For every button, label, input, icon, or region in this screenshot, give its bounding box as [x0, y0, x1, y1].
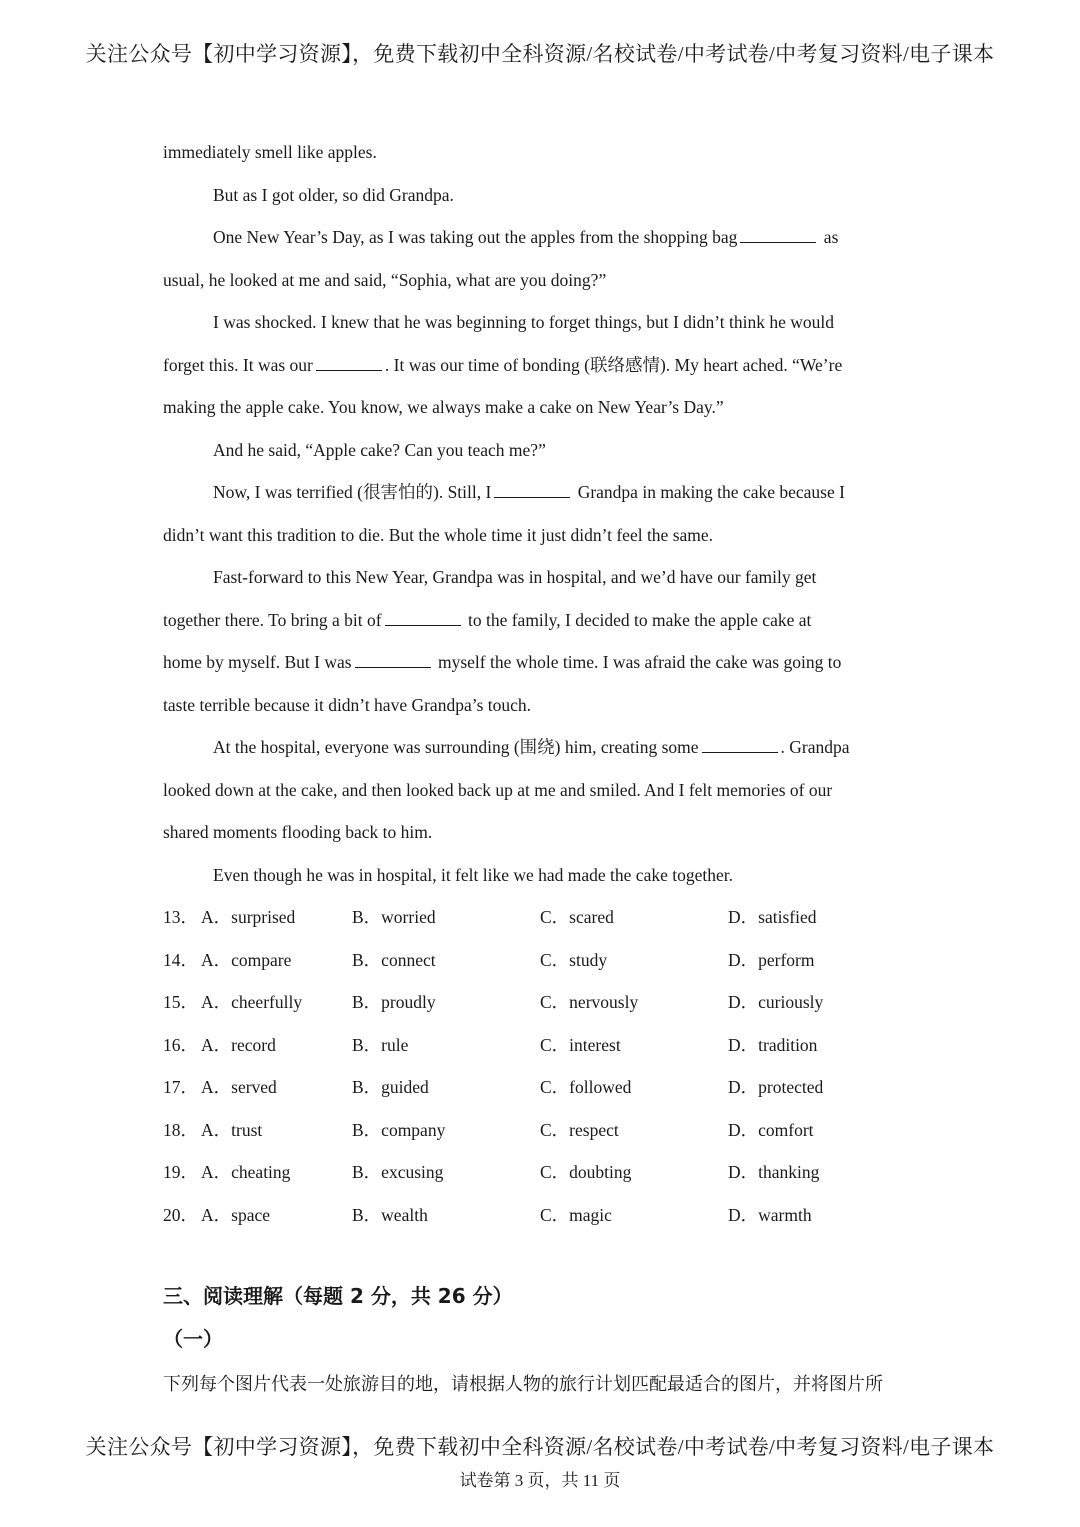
- option-c: C．interest: [540, 1034, 621, 1055]
- option-a: A．compare: [201, 949, 292, 970]
- option-a: A．served: [201, 1077, 277, 1097]
- option-d: D．comfort: [728, 1119, 814, 1140]
- passage-line: home by myself. But I was myself the whole time. I was afraid the cake was going to: [163, 652, 842, 672]
- question-number: 14．: [163, 949, 198, 970]
- option-b: B．guided: [352, 1077, 429, 1097]
- option-d: D．satisfied: [728, 907, 817, 927]
- question-number: 18．: [163, 1119, 198, 1140]
- option-d: D．protected: [728, 1077, 824, 1097]
- passage-line: I was shocked. I knew that he was beginning to forget things, but I didn’t think he would: [213, 312, 834, 332]
- option-c: C．nervously: [540, 992, 639, 1012]
- option-b: B．rule: [352, 1034, 409, 1055]
- question-number: 17．: [163, 1077, 198, 1097]
- subsection-title: （一）: [163, 1327, 223, 1351]
- passage-line: forget this. It was our . It was our time of bonding (联络感情). My heart ached. “We’re: [163, 354, 843, 375]
- option-a: A．trust: [201, 1119, 263, 1140]
- option-a: A．space: [201, 1204, 271, 1225]
- passage-line: Now, I was terrified (很害怕的). Still, I Grandpa in making the cake because I: [213, 482, 845, 502]
- passage-line: usual, he looked at me and said, “Sophia, what are you doing?”: [163, 269, 607, 290]
- question-number: 19．: [163, 1162, 198, 1182]
- passage-line: But as I got older, so did Grandpa.: [213, 184, 454, 205]
- question-number: 20．: [163, 1204, 198, 1225]
- answer-blank: [740, 228, 816, 243]
- passage-line: together there. To bring a bit of to the family, I decided to make the apple cake at: [163, 609, 812, 630]
- option-d: D．thanking: [728, 1162, 820, 1182]
- header-banner: 关注公众号【初中学习资源】，免费下载初中全科资源/名校试卷/中考试卷/中考复习资料/电子课本: [85, 42, 995, 66]
- answer-options: [163, 896, 923, 1236]
- option-c: C．respect: [540, 1119, 619, 1140]
- option-a: A．record: [201, 1034, 276, 1055]
- question-row: [163, 1194, 923, 1237]
- question-row: [163, 939, 923, 982]
- passage-line: shared moments flooding back to him.: [163, 822, 433, 842]
- passage-line: making the apple cake. You know, we always make a cake on New Year’s Day.”: [163, 397, 724, 417]
- passage-line: immediately smell like apples.: [163, 142, 377, 162]
- question-number: 15．: [163, 992, 198, 1012]
- passage-line: taste terrible because it didn’t have Grandpa’s touch.: [163, 694, 532, 715]
- option-c: C．doubting: [540, 1162, 632, 1182]
- section-title: 三、阅读理解（每题 2 分，共 26 分）: [163, 1284, 513, 1308]
- option-b: B．company: [352, 1119, 446, 1140]
- option-b: B．excusing: [352, 1162, 444, 1182]
- answer-blank: [385, 611, 461, 626]
- question-row: [163, 981, 923, 1024]
- passage-line: looked down at the cake, and then looked back up at me and smiled. And I felt memories of our: [163, 779, 833, 800]
- instruction-text: 下列每个图片代表一处旅游目的地，请根据人物的旅行计划匹配最适合的图片，并将图片所: [163, 1374, 883, 1395]
- passage-line: At the hospital, everyone was surrounding (围绕) him, creating some . Grandpa: [213, 737, 850, 757]
- passage-line: didn’t want this tradition to die. But the whole time it just didn’t feel the same.: [163, 524, 714, 545]
- option-b: B．wealth: [352, 1204, 428, 1225]
- passage-line: And he said, “Apple cake? Can you teach me?”: [213, 439, 546, 460]
- passage-line: Fast-forward to this New Year, Grandpa was in hospital, and we’d have our family get: [213, 567, 817, 587]
- option-d: D．perform: [728, 949, 815, 970]
- reading-passage: [163, 131, 923, 1236]
- option-a: A．surprised: [201, 907, 296, 927]
- question-row: [163, 1151, 923, 1194]
- option-c: C．study: [540, 949, 608, 970]
- option-c: C．scared: [540, 907, 614, 927]
- option-d: D．curiously: [728, 992, 824, 1012]
- question-row: [163, 1066, 923, 1109]
- option-c: C．magic: [540, 1204, 612, 1225]
- option-b: B．worried: [352, 907, 436, 927]
- answer-blank: [702, 738, 778, 753]
- option-d: D．warmth: [728, 1204, 812, 1225]
- question-row: [163, 896, 923, 939]
- question-row: [163, 1109, 923, 1152]
- option-d: D．tradition: [728, 1034, 818, 1055]
- passage-line: One New Year’s Day, as I was taking out the apples from the shopping bag as: [213, 227, 839, 247]
- answer-blank: [494, 483, 570, 498]
- option-b: B．proudly: [352, 992, 436, 1012]
- question-number: 13．: [163, 907, 198, 927]
- question-row: [163, 1024, 923, 1067]
- answer-blank: [316, 356, 382, 371]
- option-a: A．cheating: [201, 1162, 291, 1182]
- answer-blank: [355, 653, 431, 668]
- option-b: B．connect: [352, 949, 436, 970]
- question-number: 16．: [163, 1034, 198, 1055]
- option-a: A．cheerfully: [201, 992, 303, 1012]
- footer-banner: 关注公众号【初中学习资源】，免费下载初中全科资源/名校试卷/中考试卷/中考复习资料/电子课本: [85, 1435, 995, 1459]
- passage-line: Even though he was in hospital, it felt like we had made the cake together.: [213, 864, 733, 885]
- page-number: 试卷第 3 页，共 11 页: [459, 1471, 621, 1490]
- option-c: C．followed: [540, 1077, 632, 1097]
